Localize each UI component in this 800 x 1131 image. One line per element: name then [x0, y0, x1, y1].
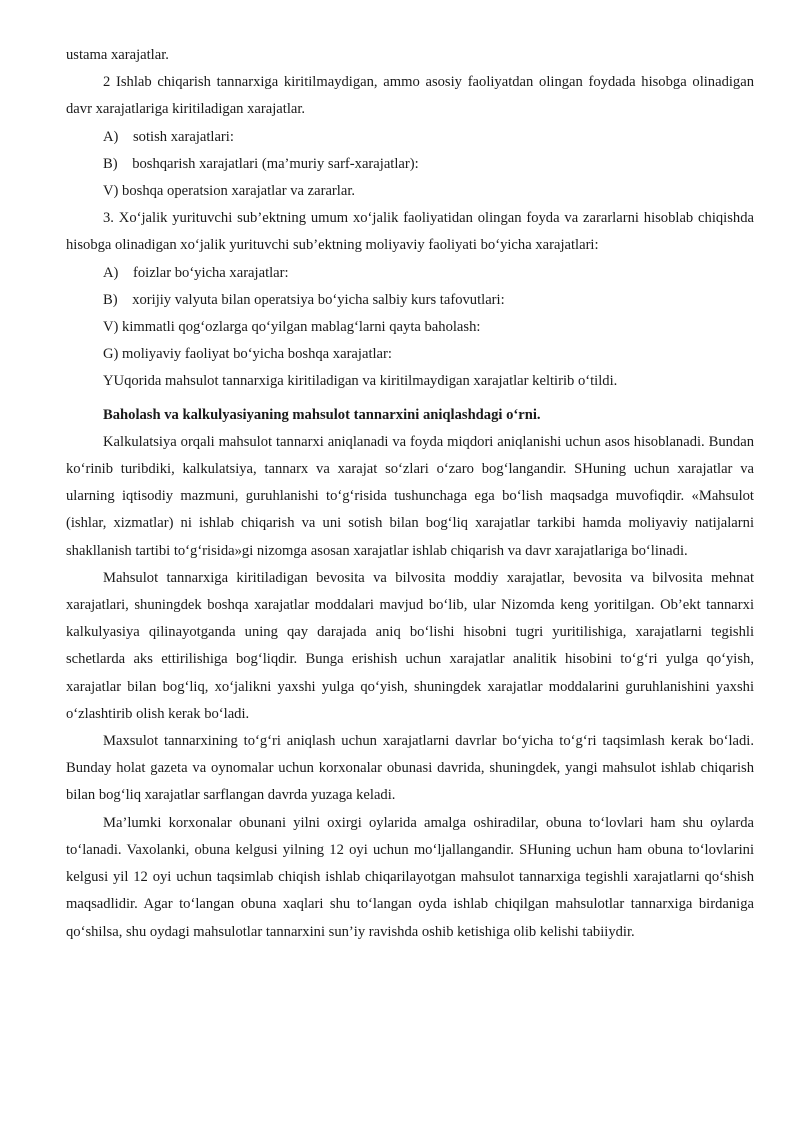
paragraph-continuation: ustama xarajatlar. [66, 47, 169, 63]
section-heading: Baholash va kalkulyasiyaning mahsulot tannarxini aniqlashdagi o‘rni. [103, 406, 541, 423]
list-item-v-other-operational: V) boshqa operatsion xarajatlar va zararlar. [103, 183, 356, 200]
paragraph-subscription: Ma’lumki korxonalar obunani yilni oxirgi oylarida amalga oshiradilar, obuna to‘lovlari ham shu oylarda to‘lanadi. Vaxolanki, obuna kelgusi yilning 12 oyi uchun mo‘ljallangandir. SHuning uchun ham obuna to‘lovlarini kelgusi yil 12 oyi uchun taqsimlab chiqish ishlab chiqarilayotgan mahsulot tannarxiga tegishli xarajatlarni qo‘shish maqsadlidir. Agar to‘langan obuna xaqlari shu to‘langan oyda ishlab chiqilgan mahsulotlar tannarxiga birdaniga qo‘shilsa, shu oydagi mahsulotlar tannarxini sun’iy ravishda oshib ketishiga olib kelishi tabiiydir. [66, 814, 754, 940]
paragraph-item-2: 2 Ishlab chiqarish tannarxiga kiritilmaydigan, ammo asosiy faoliyatdan olingan foydada hisobga olinadigan davr xarajatlariga kiritiladigan xarajatlar. [66, 74, 754, 118]
list-item-a-sales: A) sotish xarajatlari: [103, 128, 234, 145]
list-item-v-securities: V) kimmatli qog‘ozlarga qo‘yilgan mablag‘larni qayta baholash: [103, 319, 481, 336]
list-item-b-management: B) boshqarish xarajatlari (ma’muriy sarf-xarajatlar): [103, 155, 419, 172]
paragraph-cost-items: Mahsulot tannarxiga kiritiladigan bevosita va bilvosita moddiy xarajatlar, bevosita va bilvosita mehnat xarajatlari, shuningdek boshqa xarajatlar moddalari mavjud bo‘lib, ular Nizomda keng yoritilgan. Ob’ekt tannarxi kalkulyasiya qilinayotganda uning qay darajada aniq bo‘lishi hisobni tugri yuritilishiga, xarajatlarni tegishli schetlarda aks ettirilishiga bog‘liqdir. Bunga erishish uchun xarajatlar analitik hisobini to‘g‘ri yulga qo‘yish, xarajatlar bilan bog‘liq, xo‘jalikni yaxshi yulga qo‘yish, shuningdek xarajatlar moddalarini guruhlanishini yaxshi o‘zlashtirib olish kerak bo‘ladi. [66, 569, 754, 722]
paragraph-summary: YUqorida mahsulot tannarxiga kiritiladigan va kiritilmaydigan xarajatlar keltirib o‘tildi. [103, 373, 618, 390]
list-item-a-interest: A) foizlar bo‘yicha xarajatlar: [103, 264, 289, 281]
paragraph-calculation: Kalkulatsiya orqali mahsulot tannarxi aniqlanadi va foyda miqdori aniqlanishi uchun asos hisoblanadi. Bundan ko‘rinib turibdiki, kalkulatsiya, tannarx va xarajat so‘zlari o‘zaro bog‘langandir. SHuning uchun xarajatlar va ularning iqtisodiy mazmuni, guruhlanishi to‘g‘risida tushunchaga ega bo‘lish maqsadga muvofiqdir. «Mahsulot (ishlar, xizmatlar) ni ishlab chiqarish va uni sotish bilan bog‘liq xarajatlar tarkibi hamda moliyaviy natijalarni shakllanish tartibi to‘g‘risida»gi nizomga asosan xarajatlar ishlab chiqarish va davr xarajatlariga bo‘linadi. [66, 433, 754, 559]
paragraph-periods: Maxsulot tannarxining to‘g‘ri aniqlash uchun xarajatlarni davrlar bo‘yicha to‘g‘ri taqsimlash kerak bo‘ladi. Bunday holat gazeta va oynomalar uchun korxonalar obunasi davrida, shuningdek, yangi mahsulot ishlab chiqarish bilan bog‘liq xarajatlar sarflangan davrda yuzaga keladi. [66, 733, 754, 804]
list-item-b-currency: B) xorijiy valyuta bilan operatsiya bo‘yicha salbiy kurs tafovutlari: [103, 291, 505, 308]
list-item-g-financial-other: G) moliyaviy faoliyat bo‘yicha boshqa xarajatlar: [103, 346, 392, 363]
paragraph-item-3: 3. Xo‘jalik yurituvchi sub’ektning umum xo‘jalik faoliyatidan olingan foyda va zararlarni hisoblab chiqishda hisobga olinadigan xo‘jalik yurituvchi sub’ektning moliyaviy faoliyati bo‘yicha xarajatlari: [66, 210, 754, 254]
document-page [66, 42, 754, 946]
